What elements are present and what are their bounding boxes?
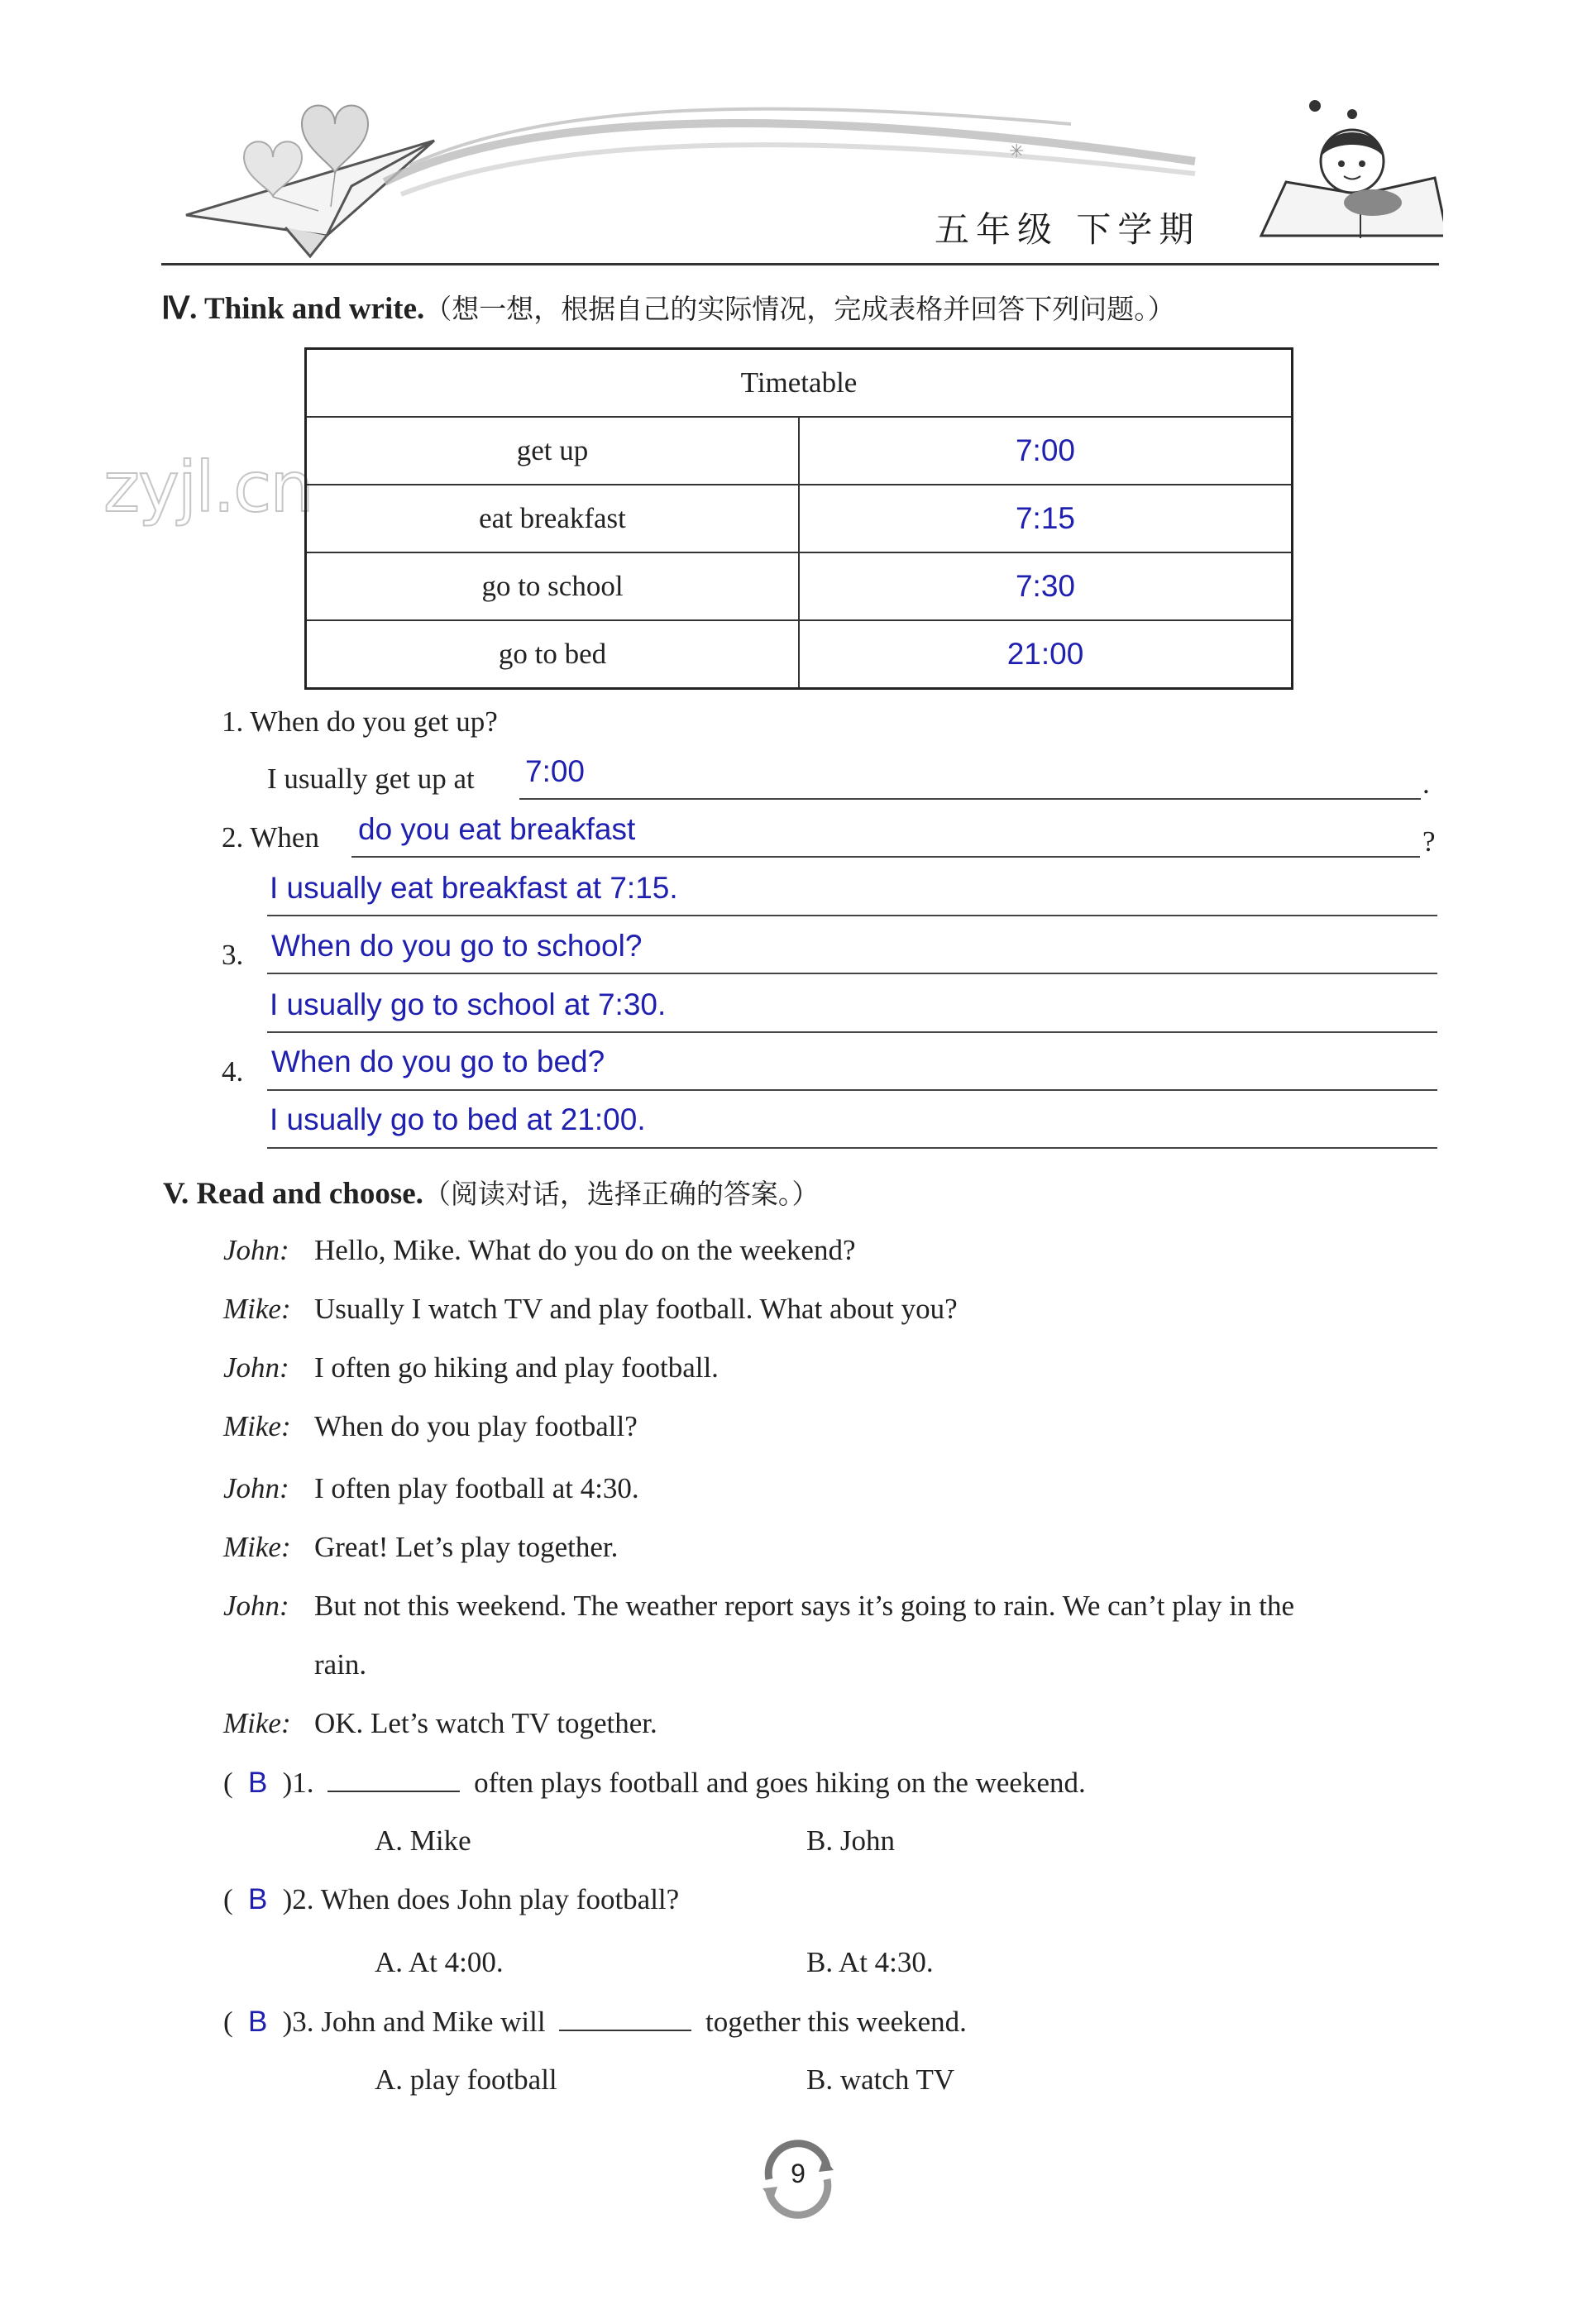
table-row [306,620,1293,689]
answer-1-input[interactable]: 7:00 [525,754,586,788]
answer-3-input[interactable]: I usually go to school at 7:30. [270,987,667,1021]
dialogue-text: OK. Let’s watch TV together. [314,1707,657,1739]
dialogue-text: Usually I watch TV and play football. What about you? [314,1293,958,1325]
reading-girl-icon [1261,100,1443,238]
answer-4-input[interactable]: I usually go to bed at 21:00. [270,1102,646,1136]
choice-item-2: ( B )2. When does John play football? [223,1883,680,1915]
page-number: 9 [791,2159,806,2188]
time-cell: 21:00 [799,620,1293,689]
answer-line [267,1147,1437,1149]
question-4-input[interactable]: When do you go to bed? [271,1045,605,1078]
swoosh-decoration [385,109,1195,194]
answer-choice[interactable]: B [247,1883,268,1915]
question-prefix: When [250,821,319,854]
speaker: John: [223,1234,289,1266]
timetable [304,347,1293,690]
table-row [306,552,1293,620]
answer-line [267,915,1437,916]
question-3-input[interactable]: When do you go to school? [271,929,643,963]
item-text: often plays football and goes hiking on the weekend. [474,1767,1086,1799]
dialogue-line [223,1472,639,1505]
question-2 [222,821,319,854]
answer-line [267,973,1437,974]
question-2-input[interactable]: do you eat breakfast [358,812,636,846]
header-title: 五年级 下学期 [935,209,1201,250]
speaker: John: [223,1472,289,1504]
answer-1-period: . [1422,767,1430,800]
choice-item-1: ( B )1. often plays football and goes hiking on the weekend. [223,1767,1086,1799]
header-rule [161,263,1439,265]
answer-line [351,856,1420,858]
section-5-title: V. Read and choose. [163,1177,423,1211]
item-number: )3. [282,2006,314,2038]
activity-cell: eat breakfast [306,485,800,552]
dialogue-line [223,1410,638,1443]
speaker: John: [223,1590,289,1622]
fill-blank [559,2005,691,2031]
dialogue-text: When do you play football? [314,1410,638,1442]
answer-choice[interactable]: B [247,1767,268,1799]
activity-cell: get up [306,417,800,485]
answer-line [519,798,1421,800]
speaker: Mike: [223,1410,291,1442]
option-b[interactable]: B. John [806,1824,895,1857]
question-number: 1. [222,705,244,738]
svg-text:✳: ✳ [1009,141,1025,161]
header-banner [161,91,1443,265]
time-cell: 7:15 [799,485,1293,552]
item-text-after: together this weekend. [705,2006,967,2038]
dialogue-text: But not this weekend. The weather report says it’s going to rain. We can’t play in the [314,1590,1294,1622]
question-prompt: When do you get up? [250,705,498,738]
question-number: 4. [222,1055,244,1088]
option-a[interactable]: A. Mike [375,1824,471,1857]
time-cell: 7:30 [799,552,1293,620]
section-5-heading [163,1173,819,1212]
section-4-heading [161,288,1175,327]
question-number: 2. [222,821,244,854]
fill-blank [327,1766,460,1792]
answer-line [267,1031,1437,1033]
dialogue-line [223,1351,719,1384]
dialogue-line [223,1590,1294,1623]
dialogue-line [223,1234,855,1267]
option-b[interactable]: B. At 4:30. [806,1946,934,1978]
section-5-instruction: （阅读对话，选择正确的答案。） [423,1178,820,1210]
item-text-before: John and Mike will [321,2006,546,2038]
activity-cell: go to bed [306,620,800,689]
table-row [306,349,1293,418]
dialogue-text: Great! Let’s play together. [314,1531,619,1563]
section-4-instruction: （想一想，根据自己的实际情况，完成表格并回答下列问题。） [424,293,1175,325]
paper-plane-icon [186,141,434,256]
answer-line [267,1089,1437,1091]
answer-2-input[interactable]: I usually eat breakfast at 7:15. [270,871,678,905]
activity-cell: go to school [306,552,800,620]
item-text: When does John play football? [320,1883,680,1915]
question-number: 3. [222,939,244,971]
item-number: )1. [282,1767,314,1799]
timetable-title: Timetable [306,349,1293,418]
dialogue-text: Hello, Mike. What do you do on the weekend? [314,1234,856,1266]
section-4-title: Ⅳ. Think and write. [161,292,425,326]
dialogue-line [223,1707,657,1740]
choice-item-3: ( B )3. John and Mike will together this weekend. [223,2006,967,2038]
dialogue-line [223,1531,618,1564]
question-2-mark: ? [1422,825,1436,858]
dialogue-continuation: rain. [314,1648,367,1681]
dialogue-line [223,1293,958,1326]
speaker: Mike: [223,1531,291,1563]
speaker: Mike: [223,1293,291,1325]
option-b[interactable]: B. watch TV [806,2063,955,2096]
answer-1-prefix: I usually get up at [267,763,475,795]
dialogue-text: I often go hiking and play football. [314,1351,719,1384]
option-a[interactable]: A. At 4:00. [375,1946,504,1978]
speaker: John: [223,1351,289,1384]
page-number-badge [753,2134,844,2225]
question-1 [222,705,498,739]
time-cell: 7:00 [799,417,1293,485]
speaker: Mike: [223,1707,291,1739]
table-row [306,417,1293,485]
table-row [306,485,1293,552]
watermark: zyjl.cn [103,447,313,528]
option-a[interactable]: A. play football [375,2063,557,2096]
answer-choice[interactable]: B [247,2006,268,2038]
item-number: )2. [282,1883,314,1915]
dialogue-text: I often play football at 4:30. [314,1472,639,1504]
